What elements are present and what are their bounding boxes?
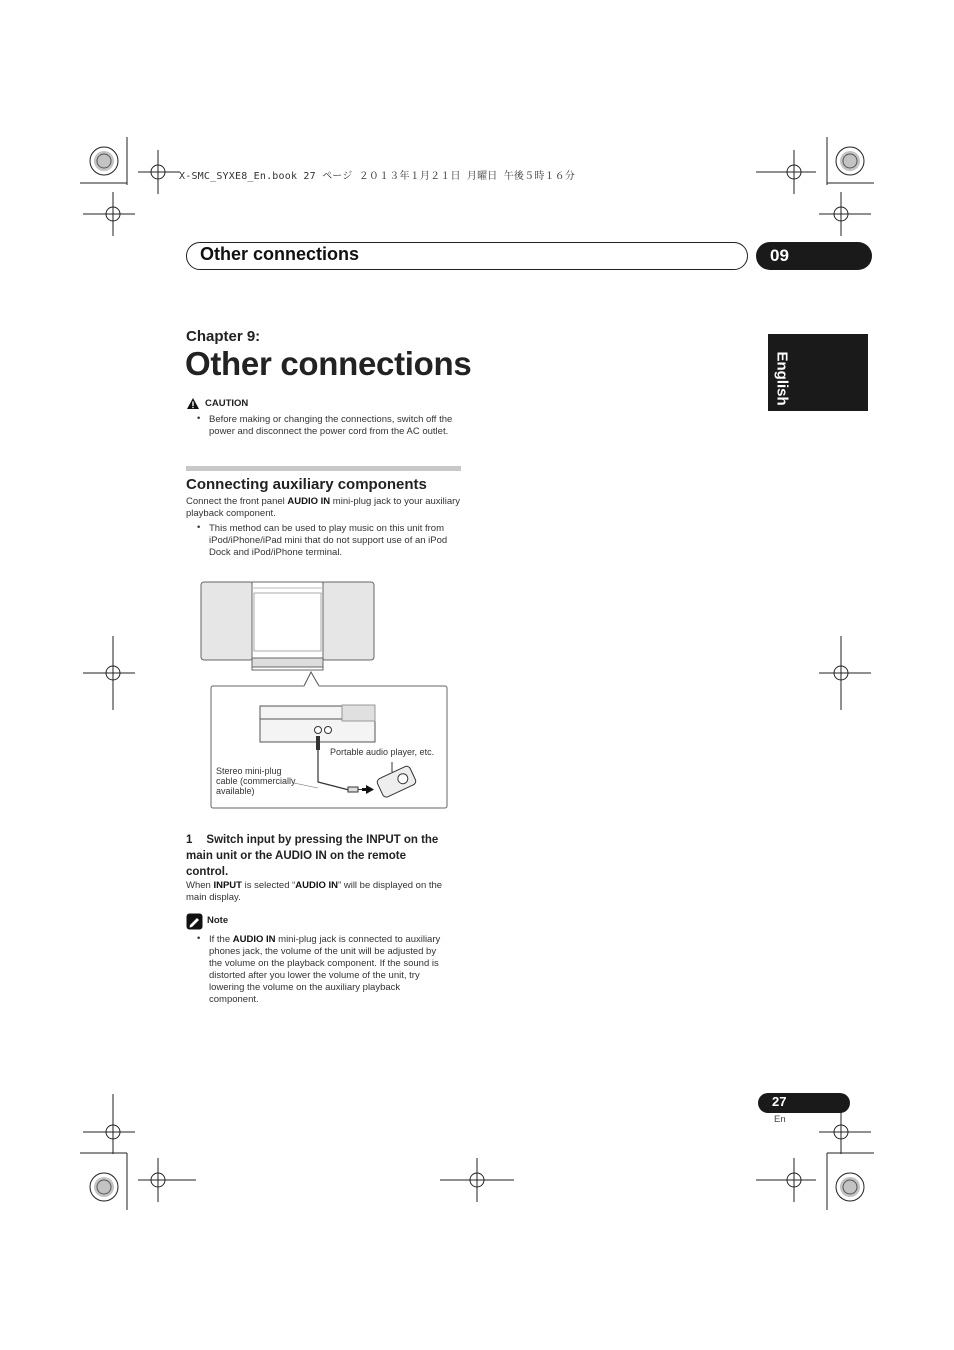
cable-label-3: available): [216, 786, 255, 796]
left-speaker: [201, 582, 253, 660]
section-divider: [186, 466, 461, 471]
section-title: Connecting auxiliary components: [186, 476, 427, 493]
step-heading-line: control.: [186, 866, 229, 878]
step-body-text: is selected “: [241, 880, 296, 891]
step-1-heading: [186, 832, 461, 880]
section-intro: [186, 496, 461, 520]
chapter-label: Chapter 9:: [186, 328, 261, 345]
note-text: [209, 934, 461, 1006]
audio-in-jack: [315, 727, 322, 734]
cable-label-2: cable (commercially: [216, 776, 296, 786]
note-text-line: distorted after you lower the volume of the unit, try: [209, 970, 420, 981]
bullet-dot: •: [197, 522, 201, 533]
note-text-line: component.: [209, 994, 259, 1005]
step-body-bold: INPUT: [213, 880, 242, 891]
note-heading: Note: [207, 915, 229, 926]
warning-icon: [186, 397, 200, 410]
print-info-line: X-SMC_SYXE8_En.book 27 ページ ２０１３年１月２１日 月曜日 午後５時１６分: [179, 171, 576, 182]
step-body-text: When: [186, 880, 214, 891]
cable-label-1: Stereo mini-plug: [216, 766, 282, 776]
header-title: Other connections: [200, 244, 360, 264]
chapter-number-badge: 09: [756, 242, 872, 270]
note-icon: [186, 913, 203, 930]
intro-text: Connect the front panel: [186, 496, 288, 507]
step-heading-line: main unit or the AUDIO IN on the remote: [186, 850, 406, 862]
step-heading-line: Switch input by pressing the INPUT on the: [206, 834, 439, 846]
bullet-dot: •: [197, 933, 201, 944]
step-1-body: [186, 880, 462, 904]
caution-heading: CAUTION: [205, 398, 249, 409]
bullet-dot: •: [197, 413, 201, 424]
step-body-text: main display.: [186, 892, 241, 903]
page-title: Other connections: [185, 345, 472, 382]
step-body-text: ” will be displayed on the: [338, 880, 443, 891]
right-speaker: [322, 582, 374, 660]
note-text-part: mini-plug jack is connected to auxiliary: [275, 934, 441, 945]
caution-text: Before making or changing the connections, switch off the power and disconnect the power cord from the AC outlet.: [209, 414, 453, 437]
page-number-badge: 27: [758, 1093, 850, 1113]
step-body-bold: AUDIO IN: [295, 880, 339, 891]
note-text-line: the volume on the playback component. If the sound is: [209, 958, 439, 969]
note-bold: AUDIO IN: [232, 934, 276, 945]
page-lang-code: En: [774, 1114, 786, 1125]
note-text-line: lowering the volume on the auxiliary playback: [209, 982, 401, 993]
note-text-line: phones jack, the volume of the unit will be adjusted by: [209, 946, 437, 957]
player-label: Portable audio player, etc.: [330, 747, 435, 757]
section-bullet: This method can be used to play music on this unit from iPod/iPhone/iPad mini that do not support use of an iPod Dock and iPod/iPhone terminal.: [209, 523, 448, 558]
language-tab-label: English: [773, 351, 791, 406]
step-number: 1: [186, 834, 193, 846]
intro-text-end: mini-plug jack to your auxiliary playback component.: [186, 496, 461, 519]
note-text-part: If the: [209, 934, 233, 945]
intro-bold: AUDIO IN: [287, 496, 331, 507]
